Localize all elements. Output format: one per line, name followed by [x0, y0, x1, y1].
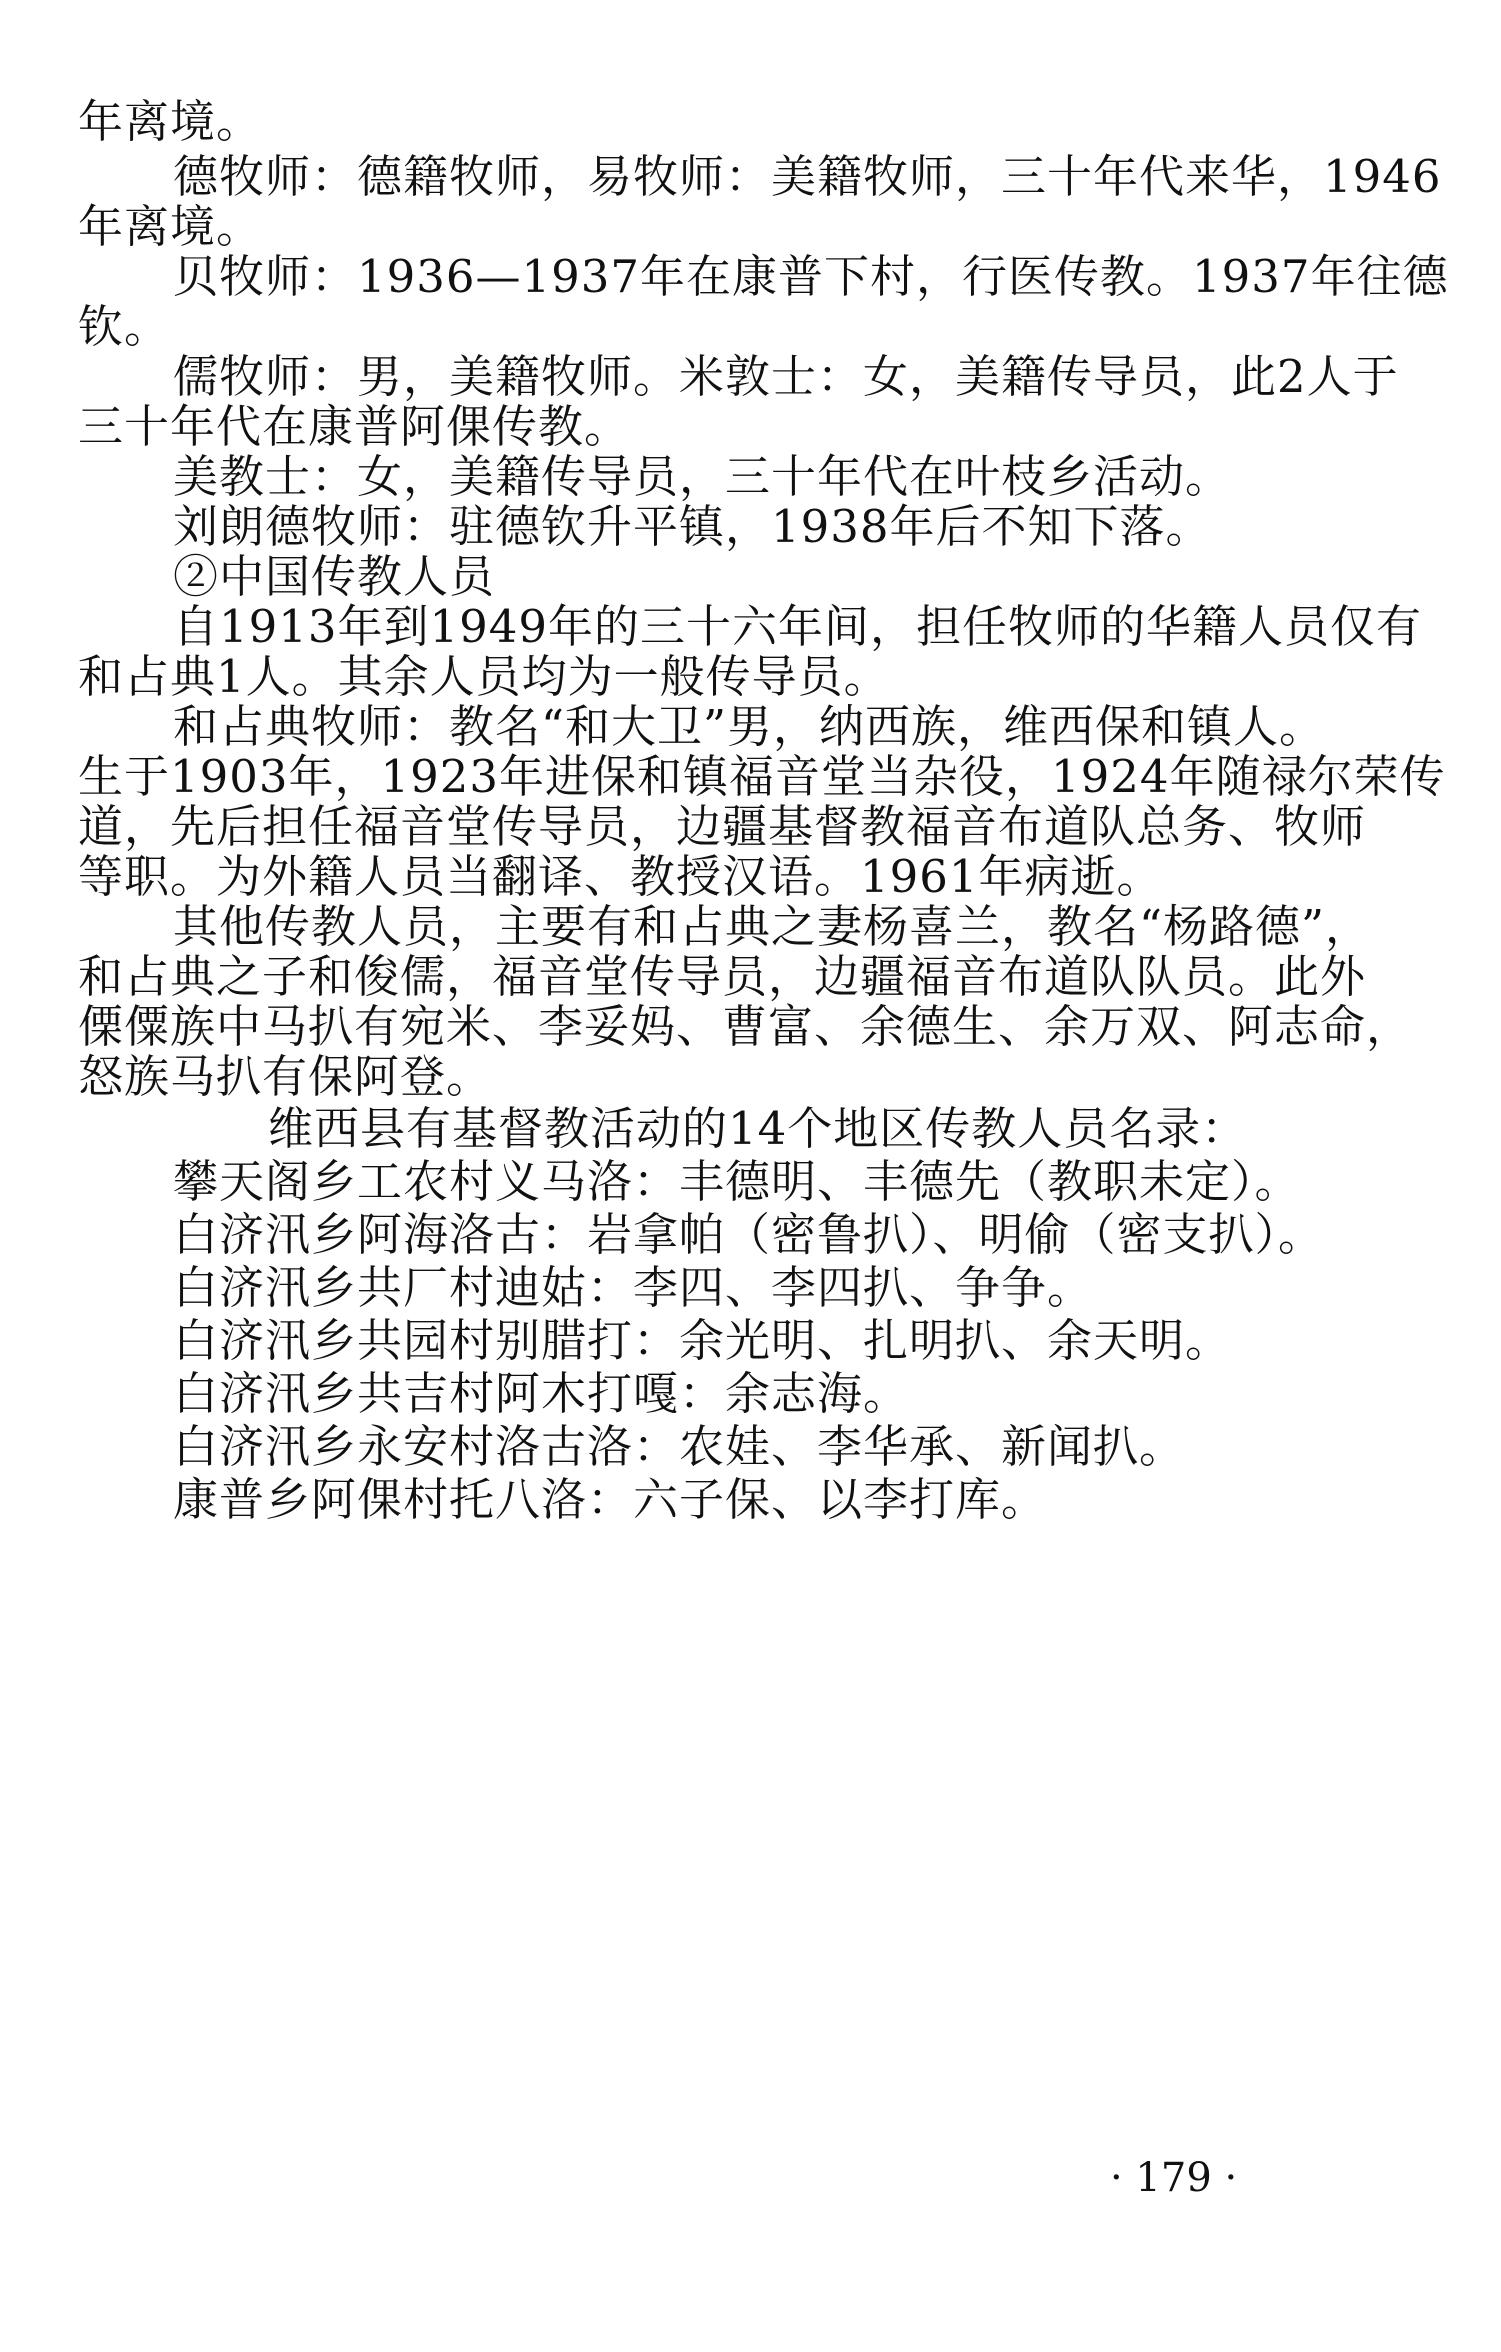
list-item: 白济汛乡永安村洛古洛：农娃、李华承、新闻扒。 [173, 1420, 1186, 1473]
list-item: 攀天阁乡工农村义马洛：丰德明、丰德先（教职未定）。 [173, 1155, 1301, 1208]
list-item: 白济汛乡共吉村阿木打嘎：余志海。 [173, 1367, 910, 1420]
text-line: 和占典牧师：教名“和大卫”男，纳西族，维西保和镇人。 [173, 700, 1326, 753]
list-item: 白济汛乡共厂村迪姑：李四、李四扒、争争。 [173, 1261, 1094, 1314]
text-line: 和占典之子和俊儒，福音堂传导员，边疆福音布道队队员。此外 [78, 950, 1367, 1003]
list-item: 白济汛乡阿海洛古：岩拿帕（密鲁扒）、明偷（密支扒）。 [173, 1208, 1325, 1261]
text-line: 怒族马扒有保阿登。 [78, 1050, 493, 1103]
text-line: 等职。为外籍人员当翻译、教授汉语。1961年病逝。 [78, 850, 1163, 903]
text-line: 自1913年到1949年的三十六年间，担任牧师的华籍人员仅有 [173, 600, 1423, 653]
list-item: 白济汛乡共园村别腊打：余光明、扎明扒、余天明。 [173, 1314, 1232, 1367]
text-line: 傈僳族中马扒有宛米、李妥妈、曹富、余德生、余万双、阿志命， [78, 1000, 1413, 1053]
page-number: · 179 · [1110, 2155, 1238, 2201]
text-line: 德牧师：德籍牧师，易牧师：美籍牧师，三十年代来华，1946 [173, 150, 1442, 203]
text-line: 生于1903年，1923年进保和镇福音堂当杂役，1924年随禄尔荣传 [78, 750, 1446, 803]
text-line: 刘朗德牧师：驻德钦升平镇，1938年后不知下落。 [173, 500, 1212, 553]
list-heading: 维西县有基督教活动的14个地区传教人员名录： [268, 1102, 1248, 1155]
text-line: 钦。 [78, 300, 171, 353]
list-item: 康普乡阿倮村托八洛：六子保、以李打库。 [173, 1473, 1048, 1526]
text-line: 道，先后担任福音堂传导员，边疆基督教福音布道队总务、牧师 [78, 800, 1367, 853]
text-line: 美教士：女，美籍传导员，三十年代在叶枝乡活动。 [173, 450, 1232, 503]
text-line: 三十年代在康普阿倮传教。 [78, 400, 631, 453]
text-line: 其他传教人员，主要有和占典之妻杨喜兰，教名“杨路德”， [173, 900, 1372, 953]
text-line: 和占典1人。其余人员均为一般传导员。 [78, 650, 890, 703]
text-line: 贝牧师：1936—1937年在康普下村，行医传教。1937年往德 [173, 250, 1449, 303]
text-line: 年离境。 [78, 95, 263, 148]
section-heading: ②中国传教人员 [173, 550, 496, 603]
text-line: 儒牧师：男，美籍牧师。米敦士：女，美籍传导员，此2人于 [173, 350, 1399, 403]
text-line: 年离境。 [78, 200, 263, 253]
